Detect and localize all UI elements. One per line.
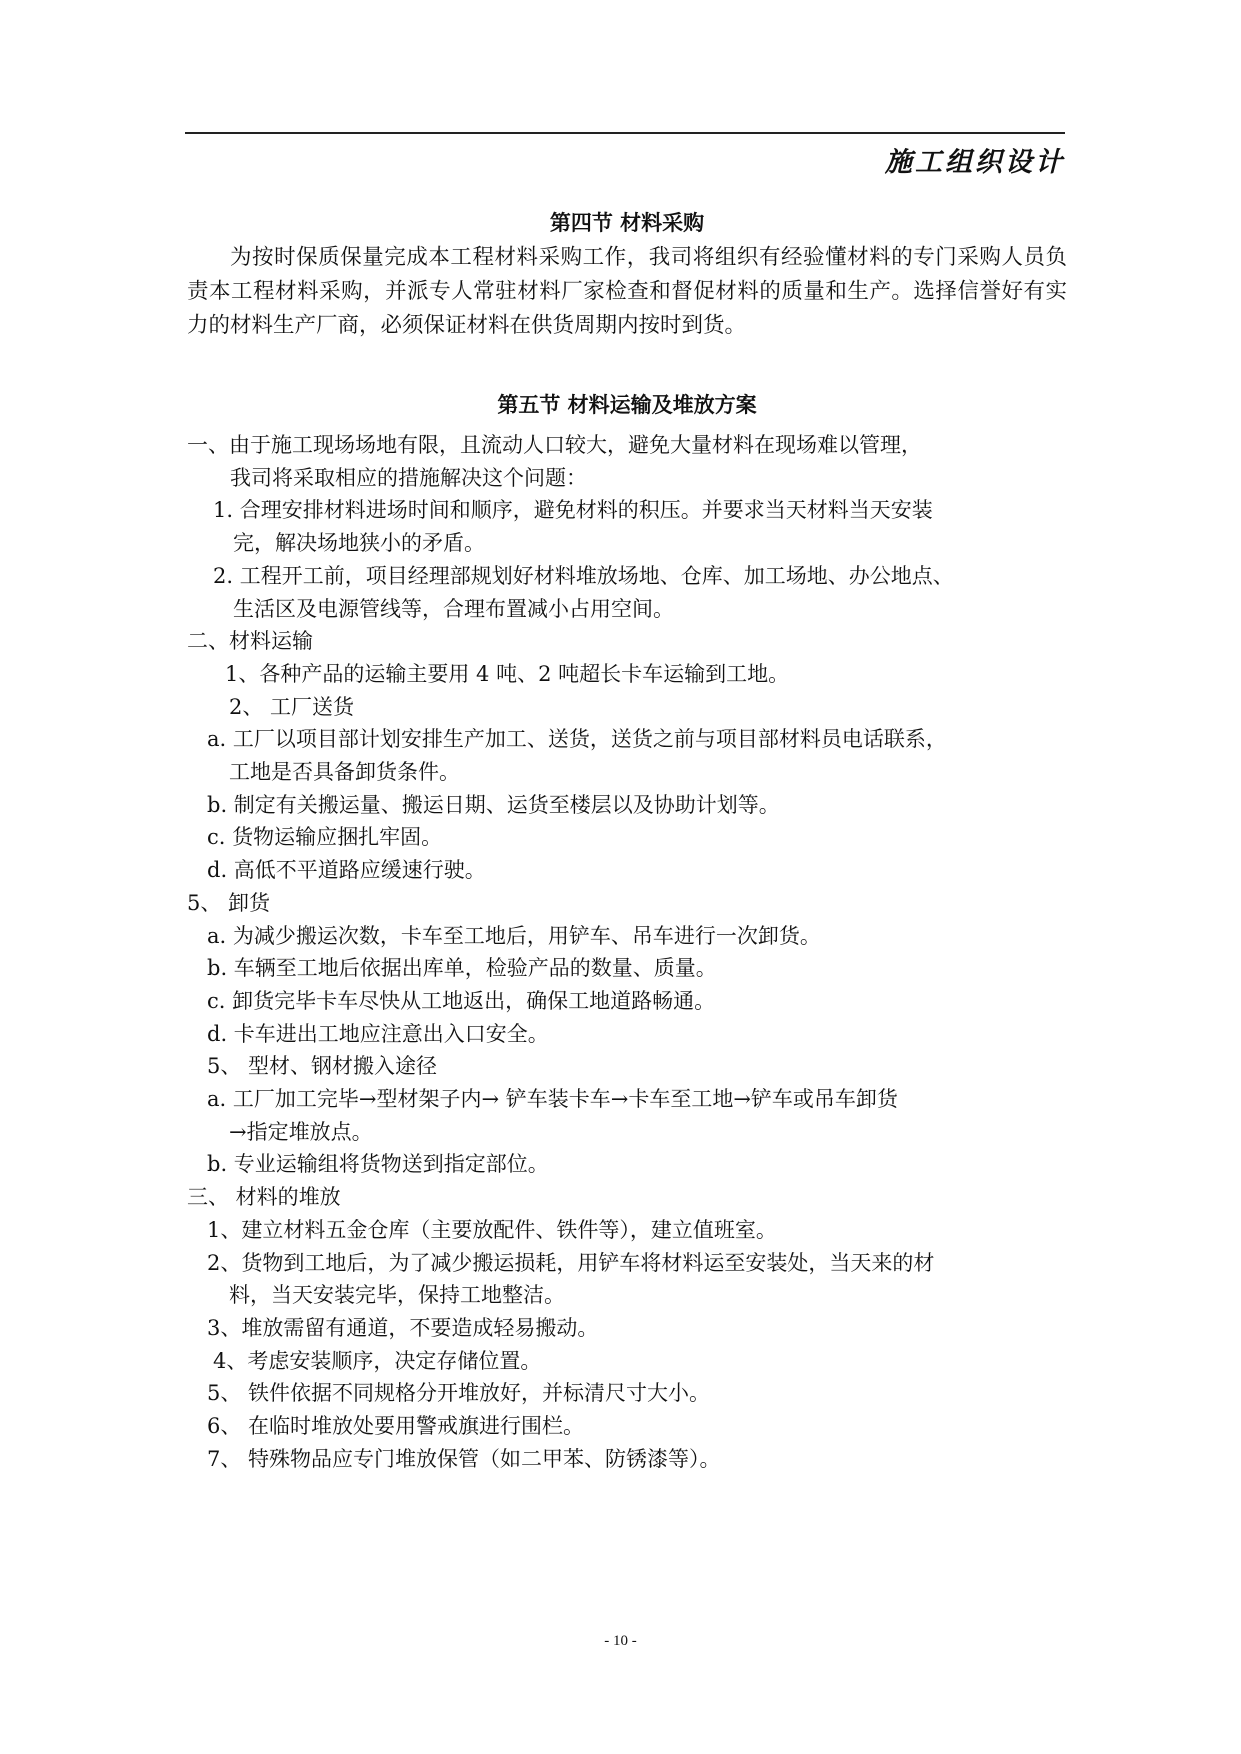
item-unload-b: b. 车辆至工地后依据出库单，检验产品的数量、质量。 [207, 956, 717, 981]
item-one: 一、由于施工现场场地有限，且流动人口较大，避免大量材料在现场难以管理， [187, 433, 922, 457]
item-three-sub-3: 3、堆放需留有通道，不要造成轻易搬动。 [207, 1315, 599, 1340]
item-route-a-continued: →指定堆放点。 [229, 1119, 373, 1144]
item-two-sub-2-a: a. 工厂以项目部计划安排生产加工、送货，送货之前与项目部材料员电话联系， [207, 727, 947, 752]
item-unload-a: a. 为减少搬运次数，卡车至工地后，用铲车、吊车进行一次卸货。 [207, 923, 821, 948]
item-three-sub-4: 4、考虑安装顺序，决定存储位置。 [213, 1348, 542, 1373]
item-unload-d: d. 卡车进出工地应注意出入口安全。 [207, 1021, 549, 1046]
item-unload: 5、 卸货 [187, 890, 271, 915]
item-three-sub-5: 5、 铁件依据不同规格分开堆放好，并标清尺寸大小。 [207, 1381, 711, 1406]
page-body [187, 205, 1067, 1476]
item-three-sub-7: 7、 特殊物品应专门堆放保管（如二甲苯、防锈漆等）。 [207, 1446, 721, 1471]
item-unload-c: c. 卸货完毕卡车尽快从工地返出，确保工地道路畅通。 [207, 988, 716, 1013]
item-route-b: b. 专业运输组将货物送到指定部位。 [207, 1152, 549, 1177]
item-three-sub-6: 6、 在临时堆放处要用警戒旗进行围栏。 [207, 1414, 585, 1439]
item-two: 二、材料运输 [187, 629, 313, 654]
page-number: - 10 - [604, 1633, 637, 1649]
section-gap [187, 343, 1067, 387]
item-three-sub-2-continued: 料，当天安装完毕，保持工地整洁。 [229, 1283, 565, 1308]
item-two-sub-2-b: b. 制定有关搬运量、搬运日期、运货至楼层以及协助计划等。 [207, 792, 780, 817]
item-one-sub-1: 1. 合理安排材料进场时间和顺序，避免材料的积压。并要求当天材料当天安装 [213, 498, 933, 523]
section-4-paragraph: 为按时保质保量完成本工程材料采购工作，我司将组织有经验懂材料的专门采购人员负责本工程材料采购，并派专人常驻材料厂家检查和督促材料的质量和生产。选择信誉好有实力的材料生产厂商，必须保证材料在供货周期内按时到货。 [187, 245, 1067, 338]
item-route: 5、 型材、钢材搬入途径 [207, 1054, 438, 1079]
item-two-sub-2-c: c. 货物运输应捆扎牢固。 [207, 825, 443, 850]
header-rule [185, 132, 1065, 134]
item-three-sub-1: 1、建立材料五金仓库（主要放配件、铁件等），建立值班室。 [207, 1217, 777, 1242]
item-one-sub-2: 2. 工程开工前，项目经理部规划好材料堆放场地、仓库、加工场地、办公地点、 [213, 563, 954, 588]
item-one-continued: 我司将采取相应的措施解决这个问题： [230, 465, 587, 490]
item-three-sub-2: 2、货物到工地后，为了减少搬运损耗，用铲车将材料运至安装处，当天来的材 [207, 1250, 935, 1275]
item-three: 三、 材料的堆放 [187, 1185, 341, 1210]
section-5-heading: 第五节 材料运输及堆放方案 [497, 392, 757, 417]
item-two-sub-2: 2、 工厂送货 [229, 694, 355, 719]
item-one-sub-2-continued: 生活区及电源管线等，合理布置减小占用空间。 [233, 596, 674, 621]
item-two-sub-1: 1、各种产品的运输主要用 4 吨、2 吨超长卡车运输到工地。 [225, 661, 790, 686]
item-route-a: a. 工厂加工完毕→型材架子内→ 铲车装卡车→卡车至工地→铲车或吊车卸货 [207, 1087, 898, 1112]
document-header-title: 施工组织设计 [885, 147, 1065, 178]
item-two-sub-2-a-continued: 工地是否具备卸货条件。 [229, 760, 460, 785]
item-two-sub-2-d: d. 高低不平道路应缓速行驶。 [207, 858, 486, 883]
item-one-sub-1-continued: 完，解决场地狭小的矛盾。 [233, 531, 485, 556]
section-4-heading: 第四节 材料采购 [549, 210, 705, 235]
